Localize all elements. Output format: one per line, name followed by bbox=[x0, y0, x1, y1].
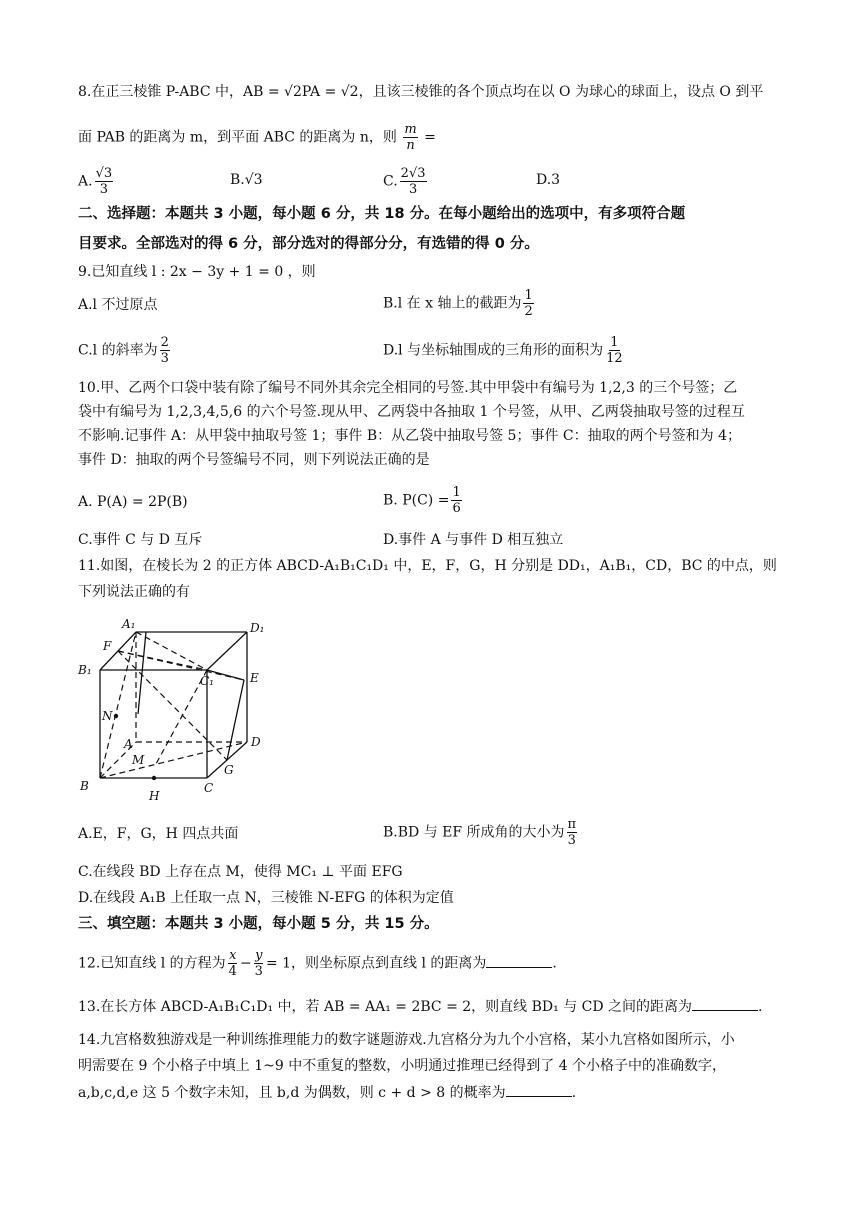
option-c-fraction bbox=[400, 166, 427, 197]
option-b-fraction bbox=[451, 485, 461, 516]
q14-line1: 14.九宫格数独游戏是一种训练推理能力的数字谜题游戏.九宫格分为九个小宫格，某小九宫格如图所示，小 bbox=[78, 1032, 735, 1048]
answer-blank[interactable] bbox=[692, 996, 758, 1011]
y-over-3-fraction bbox=[254, 948, 264, 979]
option-label: C. bbox=[383, 173, 398, 190]
x-over-4-fraction bbox=[228, 948, 238, 979]
q9-option-d bbox=[383, 335, 626, 366]
label-f: F bbox=[103, 639, 112, 653]
answer-blank[interactable] bbox=[486, 953, 552, 968]
fraction-numerator: 1 bbox=[610, 335, 619, 350]
q11-option-d: D.在线段 A₁B 上任取一点 N，三棱锥 N-EFG 的体积为定值 bbox=[78, 890, 454, 906]
option-text: D.l 与坐标轴围成的三角形的面积为 bbox=[383, 342, 604, 359]
label-b1: B₁ bbox=[78, 663, 92, 677]
label-h: H bbox=[149, 789, 160, 802]
q10-line3: 不影响.记事件 A：从甲袋中抽取号签 1；事件 B：从乙袋中抽取号签 5；事件 C：抽取的两个号签和为 4； bbox=[78, 428, 741, 444]
equals-sign: = bbox=[424, 129, 436, 146]
label-c: C bbox=[204, 781, 214, 795]
option-text: B. P(C) = bbox=[383, 492, 450, 509]
fraction-denominator: 3 bbox=[254, 964, 263, 979]
option-a-fraction bbox=[95, 166, 114, 197]
q11-option-a: A.E，F，G，H 四点共面 bbox=[78, 826, 239, 842]
label-a1: A₁ bbox=[122, 617, 136, 631]
option-text: B.BD 与 EF 所成角的大小为 bbox=[383, 824, 565, 841]
period: . bbox=[571, 1085, 577, 1101]
q9-option-c bbox=[78, 335, 172, 366]
question-text: = 1，则坐标原点到直线 l 的距离为 bbox=[265, 955, 487, 972]
q9-stem: 9.已知直线 l : 2x − 3y + 1 = 0 ，则 bbox=[78, 264, 316, 280]
q10-option-c: C.事件 C 与 D 互斥 bbox=[78, 532, 203, 548]
q10-option-d: D.事件 A 与事件 D 相互独立 bbox=[383, 532, 564, 548]
label-a: A bbox=[124, 737, 133, 751]
q10-option-b bbox=[383, 485, 464, 516]
fraction-denominator: 4 bbox=[228, 964, 237, 979]
label-c1: C₁ bbox=[200, 674, 214, 688]
q10-option-a: A. P(A) = 2P(B) bbox=[78, 494, 188, 510]
fraction-numerator: 2 bbox=[160, 335, 169, 350]
point-n bbox=[114, 714, 118, 718]
q10-line1: 10.甲、乙两个口袋中装有除了编号不同外其余完全相同的号签.其中甲袋中有编号为 1,2,3 的三个号签；乙 bbox=[78, 380, 738, 396]
option-text: C.l 的斜率为 bbox=[78, 342, 158, 359]
segment-fe-hidden bbox=[118, 651, 244, 680]
label-b: B bbox=[80, 779, 89, 793]
section3-heading: 三、填空题：本题共 3 小题，每小题 5 分，共 15 分。 bbox=[78, 916, 439, 932]
fraction-numerator: 1 bbox=[524, 288, 533, 303]
period: . bbox=[758, 999, 763, 1015]
minus-sign: − bbox=[239, 955, 252, 972]
fraction-numerator: 1 bbox=[452, 485, 461, 500]
fraction-numerator: √3 bbox=[95, 166, 113, 181]
fraction-numerator: π bbox=[567, 817, 577, 832]
label-d: D bbox=[251, 735, 261, 749]
cube-diagram bbox=[76, 614, 276, 802]
q11-option-c: C.在线段 BD 上存在点 M，使得 MC₁ ⊥ 平面 EFG bbox=[78, 864, 403, 880]
option-label: A. bbox=[78, 173, 93, 190]
q11-line2: 下列说法正确的有 bbox=[78, 584, 190, 600]
option-d-fraction bbox=[605, 335, 624, 366]
question-text: 12.已知直线 l 的方程为 bbox=[78, 955, 226, 972]
section2-heading-line1: 二、选择题：本题共 3 小题，每小题 6 分，共 18 分。在每小题给出的选项中，有多项符合题 bbox=[78, 206, 686, 222]
q10-line4: 事件 D：抽取的两个号签编号不同，则下列说法正确的是 bbox=[78, 452, 430, 468]
option-c-fraction bbox=[160, 335, 170, 366]
fraction-denominator: 2 bbox=[524, 304, 533, 319]
q11-line1: 11.如图，在棱长为 2 的正方体 ABCD-A₁B₁C₁D₁ 中，E，F，G，H 分别是 DD₁，A₁B₁，CD，BC 的中点，则 bbox=[78, 558, 777, 574]
q8-option-b: B.√3 bbox=[230, 172, 263, 188]
question-text: a,b,c,d,e 这 5 个数字未知，且 b,d 为偶数，则 c + d > 8 的概率为 bbox=[78, 1085, 506, 1101]
section2-heading-line2: 目要求。全部选对的得 6 分，部分选对的得部分分，有选错的得 0 分。 bbox=[78, 236, 539, 252]
q9-option-b bbox=[383, 288, 536, 319]
answer-blank[interactable] bbox=[506, 1082, 572, 1097]
q8-line2-text: 面 PAB 的距离为 m，到平面 ABC 的距离为 n，则 bbox=[78, 129, 397, 146]
q13-line bbox=[78, 996, 763, 1017]
q10-line2: 袋中有编号为 1,2,3,4,5,6 的六个号签.现从甲、乙两袋中各抽取 1 个号签，从甲、乙两袋抽取号签的过程互 bbox=[78, 404, 745, 420]
q8-option-c bbox=[383, 166, 429, 197]
fraction-denominator: 3 bbox=[408, 182, 418, 197]
fraction-denominator: 3 bbox=[567, 833, 576, 848]
fraction-denominator: 3 bbox=[99, 182, 108, 197]
q8-line1: 8.在正三棱锥 P-ABC 中，AB = √2PA = √2，且该三棱锥的各个顶点均在以 O 为球心的球面上，设点 O 到平 bbox=[78, 84, 764, 100]
label-d1: D₁ bbox=[250, 621, 265, 635]
label-n: N bbox=[102, 709, 113, 723]
q9-option-a: A.l 不过原点 bbox=[78, 297, 158, 313]
q8-option-a bbox=[78, 166, 115, 197]
q14-line3 bbox=[78, 1082, 576, 1103]
edge-c1d1 bbox=[207, 632, 247, 670]
label-m: M bbox=[132, 753, 145, 767]
segment-fc1-hidden bbox=[118, 651, 207, 670]
fraction-denominator: 6 bbox=[452, 501, 461, 516]
fraction-denominator: 12 bbox=[606, 351, 623, 366]
label-g: G bbox=[224, 763, 234, 777]
point-h bbox=[152, 776, 156, 780]
label-e: E bbox=[250, 671, 259, 685]
q12-line bbox=[78, 948, 557, 979]
period: . bbox=[552, 955, 557, 972]
q8-option-d: D.3 bbox=[536, 172, 561, 188]
option-b-fraction bbox=[523, 288, 533, 319]
q8-line2 bbox=[78, 122, 436, 153]
segment-a1c1-hidden bbox=[136, 632, 207, 670]
fraction-numerator: x bbox=[229, 948, 237, 963]
q14-line2: 明需要在 9 个小格子中填上 1~9 中不重复的整数，小明通过推理已经得到了 4 个小格子中的准确数字， bbox=[78, 1058, 727, 1074]
q8-ratio-fraction bbox=[403, 122, 417, 153]
fraction-numerator: y bbox=[255, 948, 263, 963]
fraction-denominator: 3 bbox=[160, 351, 169, 366]
fraction-denominator: n bbox=[406, 138, 415, 153]
q11-option-b bbox=[383, 817, 579, 848]
fraction-numerator: 2√3 bbox=[400, 166, 426, 181]
fraction-numerator: m bbox=[404, 122, 417, 137]
segment-eg bbox=[227, 680, 244, 760]
option-b-fraction bbox=[567, 817, 578, 848]
question-text: 13.在长方体 ABCD-A₁B₁C₁D₁ 中，若 AB = AA₁ = 2BC = 2，则直线 BD₁ 与 CD 之间的距离为 bbox=[78, 999, 693, 1015]
option-text: B.l 在 x 轴上的截距为 bbox=[383, 295, 522, 312]
